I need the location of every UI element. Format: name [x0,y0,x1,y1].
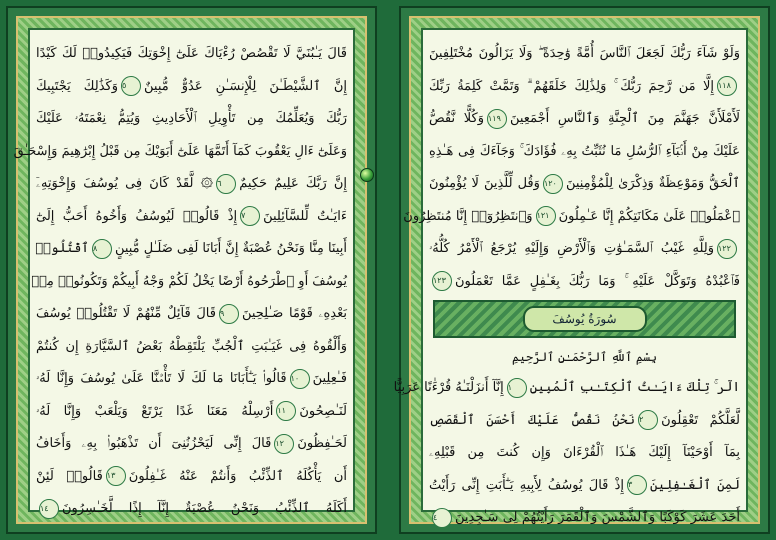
left-page [6,6,377,534]
verse-text: قَالَ إِنِّى لَيَحْزُنُنِىٓ أَن تَذْهَبُوا۟ بِهِۦ وَأَخَافُ [36,436,272,451]
verse-text: لَّعَلَّكُمْ تَعْقِلُونَ [661,412,740,428]
verse-text: يُوسُفَ أَوِ ٱطْرَحُوهُ أَرْضًا يَخْلُ لَكُمْ وَجْهُ أَبِيكُمْ وَتَكُونُوا۟ مِنۢ [31,273,347,289]
text-line [36,428,347,461]
verse-text: فَـٰعِلِينَ [312,371,347,386]
text-line [36,233,347,266]
verse-text: أَرْسِلْهُ مَعَنَا غَدًا يَرْتَعْ وَيَلْعَبْ وَإِنَّا لَهُۥ [36,403,274,419]
text-line [429,71,740,104]
right-page [393,6,770,534]
verse-text: إِنَّ رَبَّكَ عَلِيمٌ حَكِيمٌ [239,176,347,191]
verse-text: إِنَّآ أَنزَلْنَـٰهُ قُرْءَٰنًا عَرَبِيًّا [393,380,504,395]
right-page-ornamental-border [393,16,760,525]
text-line [36,331,347,364]
verse-text: إِذْ قَالَ يُوسُفُ لِأَبِيهِ يَـٰٓأَبَتِ إِنِّى رَأَيْتُ [429,477,624,493]
ayah-number-marker: ١٢١ [536,206,556,226]
ayah-number-marker: ١١ [276,401,296,421]
text-line [36,298,347,331]
text-line [429,38,740,71]
ayah-number-marker: ٤ [432,508,452,528]
verse-text: ٱعْمَلُوا۟ عَلَىٰ مَكَانَتِكُمْ إِنَّا عَـٰمِلُونَ [558,208,740,224]
text-line [36,396,347,429]
ayah-number-marker: ١٢٠ [543,174,563,194]
verse-text: بِمَآ أَوْحَيْنَآ إِلَيْكَ هَـٰذَا ٱلْقُرْءَانَ وَإِن كُنتَ مِن قَبْلِهِۦ [429,445,740,460]
text-line [429,103,740,136]
verse-text: لَحَـٰفِظُونَ [297,436,347,451]
verse-text: لَنَـٰصِحُونَ [299,403,347,419]
verse-text: رَبُّكَ وَيُعَلِّمُكَ مِن تَأْوِيلِ ٱلْأَحَادِيثِ وَيُتِمُّ نِعْمَتَهُۥ عَلَيْكَ [36,111,347,126]
verse-text: ٱقْتُلُوا۟ [35,241,89,256]
left-page-lines [13,38,348,516]
text-line [36,168,347,201]
verse-text: قَالُوا۟ يَـٰٓأَبَانَا مَا لَكَ لَا تَأْمَ۫نَّا عَلَىٰ يُوسُفَ وَإِنَّا لَهُۥ [36,371,287,386]
verse-text: أَبِينَا مِنَّا وَنَحْنُ عُصْبَةٌ إِنَّ أَبَانَا لَفِى ضَلَـٰلٍ مُّبِينٍ [114,241,347,256]
text-line [429,136,740,169]
verse-text: لَأَمْلَأَنَّ جَهَنَّمَ مِنَ ٱلْجِنَّةِ وَٱلنَّاسِ أَجْمَعِينَ [509,111,741,126]
text-line [429,168,740,201]
surah-title: سُورَةُ يُوسُفَ [523,306,647,332]
ayah-number-marker: ١٣ [106,466,126,486]
left-page-ornamental-border [13,16,367,524]
ayah-number-marker: ١١٩ [487,109,507,129]
verse-text: بَعْدِهِۦ قَوْمًا صَـٰلِحِينَ [241,306,347,321]
left-page-text-area [13,28,355,516]
text-line [429,437,740,470]
verse-text: عَلَيْكَ مِنْ أَنۢبَآءِ ٱلرُّسُلِ مَا نُثَبِّتُ بِهِۦ فُؤَادَكَ ۚ وَجَآءَكَ فِى هَـٰذِهِ [429,143,740,159]
text-line [403,201,740,234]
verse-text: أَكَلَهُ ٱلذِّئْبُ وَنَحْنُ عُصْبَةٌ إِنَّآ إِذًا لَّخَـٰسِرُونَ [62,501,347,516]
verse-text: ٱلْحَقُّ وَمَوْعِظَةٌ وَذِكْرَىٰ لِلْمُؤْمِنِينَ [565,176,740,191]
ayah-number-marker: ٧ [240,206,260,226]
verse-text: الٓر ۚ تِلْكَ ءَايَـٰتُ ٱلْكِتَـٰبِ ٱلْمُبِينِ [529,380,740,395]
text-line [36,103,347,136]
ayah-number-marker: ١٢٣ [432,271,452,291]
text-line [36,493,347,526]
verse-text: وَقُل لِّلَّذِينَ لَا يُؤْمِنُونَ [429,176,540,191]
ayah-number-marker: ٩ [219,304,239,324]
verse-text: وَكَذَٰلِكَ يَجْتَبِيكَ [36,78,118,94]
verse-text: وَعَلَىٰٓ ءَالِ يَعْقُوبَ كَمَآ أَتَمَّهَا عَلَىٰٓ أَبَوَيْكَ مِن قَبْلُ إِبْرَٰهِيمَ وَإِسْحَـٰقَ [13,143,347,159]
ayah-number-marker: ١٠ [290,369,310,389]
text-line [36,363,347,396]
verse-text: فَٱعْبُدْهُ وَتَوَكَّلْ عَلَيْهِ ۚ وَمَا رَبُّكَ بِغَـٰفِلٍ عَمَّا تَعْمَلُونَ [455,273,740,289]
right-page-text-area [393,28,748,525]
verse-text: وَٱنتَظِرُوٓا۟ إِنَّا مُنتَظِرُونَ [403,208,533,224]
text-line [393,372,740,405]
right-page-lines [393,38,741,525]
verse-text: أَن يَأْكُلَهُ ٱلذِّئْبُ وَأَنتُمْ عَنْهُ غَـٰفِلُونَ [128,468,347,484]
verse-text: إِنَّ ٱلشَّيْطَـٰنَ لِلْإِنسَـٰنِ عَدُوٌّ مُّبِينٌ [144,78,348,94]
text-line [36,461,347,494]
text-line [429,405,740,438]
ayah-number-marker: ١١٨ [717,76,737,96]
ayah-number-marker: ١٤ [39,499,59,519]
ayah-number-marker: ٣ [627,475,647,495]
verse-text: أَحَدَ عَشَرَ كَوْكَبًا وَٱلشَّمْسَ وَٱلْقَمَرَ رَأَيْتُهُمْ لِى سَـٰجِدِينَ [455,510,740,525]
verse-text: وَأَلْقُوهُ فِى غَيَـٰبَتِ ٱلْجُبِّ يَلْتَقِطْهُ بَعْضُ ٱلسَّيَّارَةِ إِن كُنتُمْ [36,338,347,354]
verse-text: قَالُوا۟ لَئِنْ [36,468,103,484]
verse-text: وَلَوْ شَآءَ رَبُّكَ لَجَعَلَ ٱلنَّاسَ أُمَّةً وَٰحِدَةً ۖ وَلَا يَزَالُونَ مُخْتَلِفِينَ [429,46,740,61]
verse-text: ۞ لَّقَدْ كَانَ فِى يُوسُفَ وَإِخْوَتِهِۦٓ [36,176,214,191]
text-line [429,266,740,299]
text-line [429,502,740,535]
verse-text: إِلَّا مَن رَّحِمَ رَبُّكَ ۚ وَلِذَٰلِكَ خَلَقَهُمْ ۗ وَتَمَّتْ كَلِمَةُ رَبِّكَ [429,78,714,94]
verse-text: لَمِنَ ٱلْغَـٰفِلِينَ [650,477,740,493]
verse-text: إِذْ قَالُوا۟ لَيُوسُفُ وَأَخُوهُ أَحَبُّ إِلَىٰٓ [36,208,238,224]
ayah-number-marker: ٢ [638,410,658,430]
right-page-bottom-lines [393,372,740,535]
verse-text: نَحْنُ نَقُصُّ عَلَيْكَ أَحْسَنَ ٱلْقَصَصِ [429,412,636,428]
text-line [429,470,740,503]
text-line [36,38,347,71]
verse-text: قَالَ قَآئِلٌ مِّنْهُمْ لَا تَقْتُلُوا۟ يُوسُفَ [36,306,216,321]
ayah-number-marker: ٦ [216,174,236,194]
ayah-number-marker: ١٢ [274,434,294,454]
basmala: بِسْمِ ٱللَّهِ ٱلرَّحْمَـٰنِ ٱلرَّحِيمِ [511,350,658,364]
verse-text: قَالَ يَـٰبُنَيَّ لَا تَقْصُصْ رُءْيَاكَ عَلَىٰٓ إِخْوَتِكَ فَيَكِيدُوا۟ لَكَ كَيْدًا [36,46,347,61]
verse-text: وَكُلًّا نَّقُصُّ [429,111,484,126]
right-page-top-lines [403,38,741,298]
text-line [36,71,347,104]
page-marker-icon[interactable] [360,168,374,182]
ayah-number-marker: ٥ [121,76,141,96]
text-line [429,233,740,266]
verse-text: وَلِلَّهِ غَيْبُ ٱلسَّمَـٰوَٰتِ وَٱلْأَرْضِ وَإِلَيْهِ يُرْجَعُ ٱلْأَمْرُ كُلُّهُۥ [429,241,714,256]
ayah-number-marker: ٨ [92,239,112,259]
text-line [13,136,347,169]
surah-header-banner [433,300,736,338]
text-line [36,201,347,234]
ayah-number-marker: ١٢٢ [717,239,737,259]
ayah-number-marker: ١ [507,378,527,398]
text-line [31,266,347,299]
verse-text: ءَايَـٰتٌ لِّلسَّآئِلِينَ [263,208,347,224]
